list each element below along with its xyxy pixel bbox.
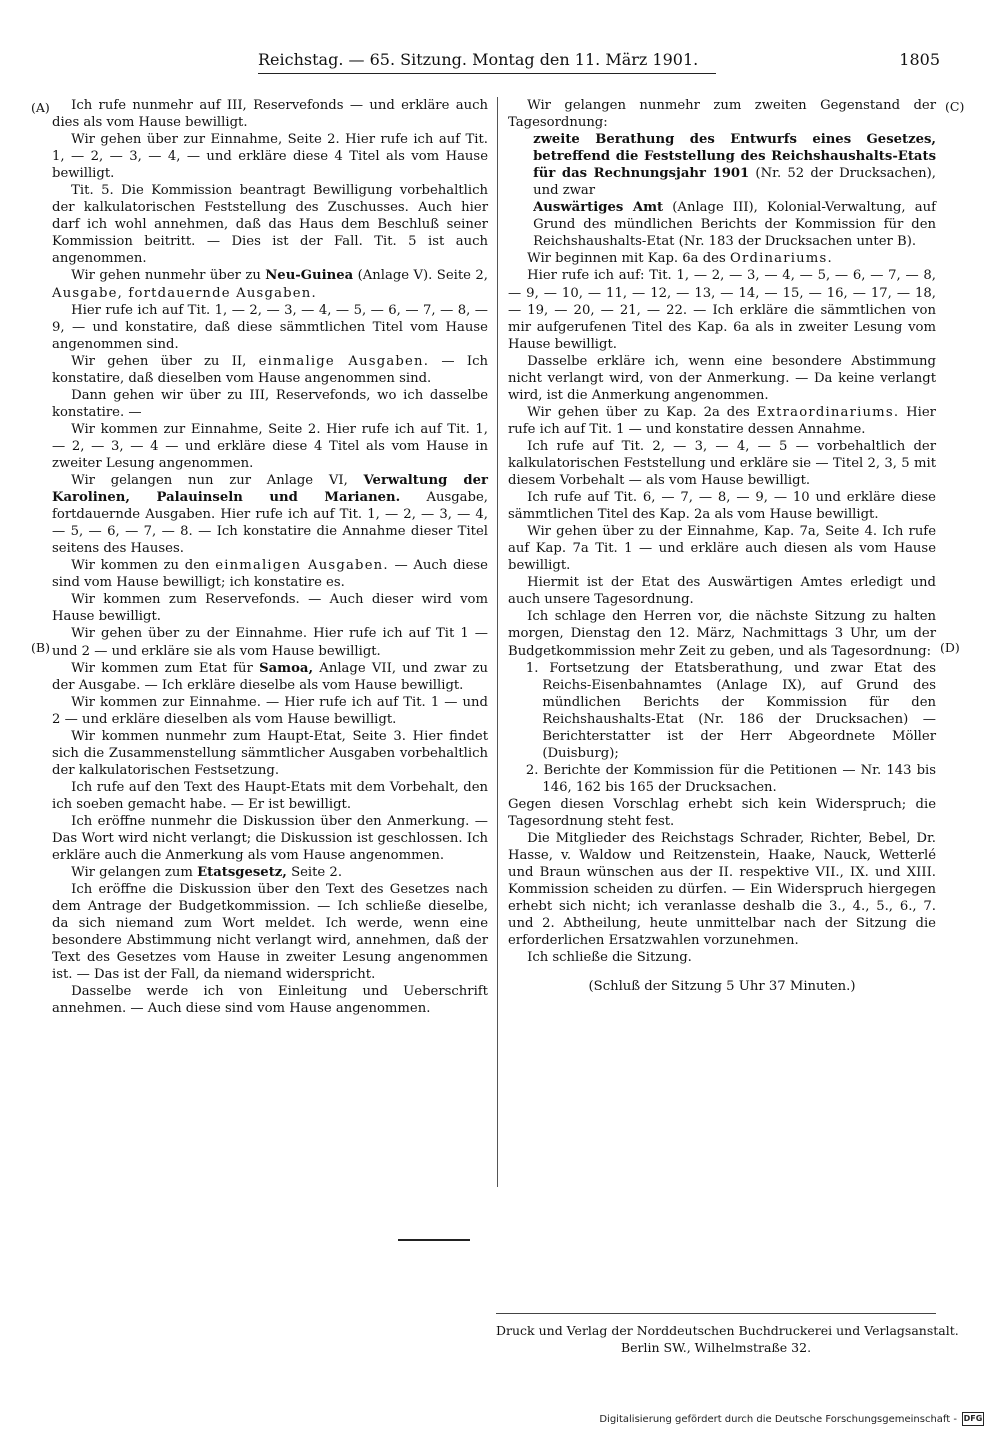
- paragraph: Wir gehen über zur Einnahme, Seite 2. Hier rufe ich auf Tit. 1, — 2, — 3, — 4, — und erkläre diese 4 Titel als vom Hause bewilligt.: [52, 132, 488, 182]
- text: Wir kommen zum Etat für: [71, 660, 253, 676]
- paragraph: Ich rufe auf den Text des Haupt-Etats mit dem Vorbehalt, den ich soeben gemacht habe. — Er ist bewilligt.: [52, 779, 488, 812]
- paragraph: Ich schließe die Sitzung.: [527, 950, 692, 966]
- paragraph: Wir kommen nunmehr zum Haupt-Etat, Seite 3. Hier findet sich die Zusammenstellung sämmtlicher Ausgaben vorbehaltlich der kalkulatorischen Festsetzung.: [52, 728, 488, 778]
- bold-term: Samoa,: [259, 660, 314, 676]
- paragraph: Hier rufe ich auf: Tit. 1, — 2, — 3, — 4, — 5, — 6, — 7, — 8, — 9, — 10, — 11, — 12, — 13, — 14, — 15, — 16, — 17, — 18, — 19, — 20, — 21, — 22. — Ich erkläre die sämmtlichen von mir aufgerufenen Titel des Kap. 6a als in zweiter Lesung vom Hause bewilligt.: [508, 268, 936, 352]
- paragraph: Dasselbe erkläre ich, wenn eine besondere Abstimmung nicht verlangt wird, von der Anmerkung. — Da keine verlangt wird, ist die Anmerkung angenommen.: [508, 353, 936, 403]
- bold-term: Verwaltung der Karolinen, Palauinseln und Marianen.: [52, 473, 488, 506]
- text: (Nr. 52 der Drucksachen), und zwar: [533, 166, 936, 199]
- spaced-term: Ordinariums.: [729, 251, 833, 267]
- margin-marker-a: (A): [31, 100, 50, 115]
- paragraph: Gegen diesen Vorschlag erhebt sich kein Widerspruch; die Tagesordnung steht fest.: [508, 796, 936, 829]
- paragraph: Ich rufe auf Tit. 6, — 7, — 8, — 9, — 10 und erkläre diese sämmtlichen Titel des Kap. 2a als vom Hause bewilligt.: [508, 490, 936, 523]
- imprint-rule: [496, 1313, 936, 1314]
- paragraph: [52, 472, 488, 557]
- text: Anlage VII, und zwar zu der Ausgabe. — Ich erkläre dieselbe als vom Hause bewilligt.: [52, 660, 488, 693]
- paragraph: Ich eröffne die Diskussion über den Text des Gesetzes nach dem Antrage der Budgetkommission. — Ich schließe dieselbe, da sich niemand zum Wort meldet. Ich werde, wenn eine besondere Abstimmung nicht verlangt wird, annehmen, daß der Text des Gesetzes vom Hause in zweiter Lesung angenommen ist. — Das ist der Fall, da niemand widerspricht.: [52, 882, 488, 983]
- printer-imprint: [496, 1322, 959, 1356]
- agenda-item: 2. Berichte der Kommission für die Petitionen — Nr. 143 bis 146, 162 bis 165 der Drucksachen.: [525, 762, 936, 795]
- paragraph: [52, 557, 488, 591]
- paragraph: Ich eröffne nunmehr die Diskussion über den Anmerkung. — Das Wort wird nicht verlangt; die Diskussion ist geschlossen. Ich erkläre auch die Anmerkung als vom Hause angenommen.: [52, 813, 488, 864]
- bold-term: Auswärtiges Amt: [533, 200, 664, 216]
- paragraph: Die Mitglieder des Reichstags Schrader, Richter, Bebel, Dr. Hasse, v. Waldow und Reitzenstein, Haake, Nauck, Wetterlé und Braun wünschen aus der II. respektive VII., IX. und XIII. Kommission scheiden zu dürfen. — Ein Widerspruch hiergegen erhebt sich nicht; ich veranlasse deshalb die 3., 4., 5., 6., 7. und 2. Abtheilung, heute unmittelbar nach der Sitzung die erforderlichen Ersatzwahlen vorzunehmen.: [508, 831, 936, 949]
- bold-term: zweite Berathung des Entwurfs eines Gesetzes, betreffend die Feststellung des Reichshaushalts-Etats für das Rechnungsjahr 1901: [533, 132, 936, 182]
- paragraph: Wir gelangen nunmehr zum zweiten Gegenstand der Tagesordnung:: [508, 98, 936, 131]
- paragraph: Wir gehen über zu der Einnahme. Hier rufe ich auf Tit 1 — und 2 — und erkläre sie als vom Hause bewilligt.: [52, 626, 488, 659]
- paragraph: [52, 267, 488, 301]
- paragraph: Wir gehen über zu der Einnahme, Kap. 7a, Seite 4. Ich rufe auf Kap. 7a Tit. 1 — und erkläre auch diesen als vom Hause bewilligt.: [508, 524, 936, 574]
- text: Wir gehen über zu Kap. 2a des: [527, 404, 750, 420]
- agenda-heading: [508, 131, 936, 199]
- paragraph: Ich rufe nunmehr auf III, Reservefonds — und erkläre auch dies als vom Hause bewilligt.: [52, 98, 488, 131]
- paragraph: Dann gehen wir über zu III, Reservefonds, wo ich dasselbe konstatire. —: [52, 387, 488, 420]
- column-divider: [497, 97, 498, 1187]
- text: — Auch diese sind vom Hause bewilligt; ich konstatire es.: [52, 558, 488, 591]
- imprint-line: Druck und Verlag der Norddeutschen Buchdruckerei und Verlagsanstalt.: [496, 1323, 959, 1338]
- agenda-item: 1. Fortsetzung der Etatsberathung, und zwar Etat des Reichs-Eisenbahnamtes (Anlage IX), auf Grund des mündlichen Berichts der Kommission für den Reichshaushalts-Etat (Nr. 186 der Drucksachen) — Berichterstatter ist der Herr Abgeordnete Möller (Duisburg);: [525, 660, 936, 761]
- spaced-term: Extraordinariums.: [756, 404, 900, 420]
- text: Wir gehen nunmehr über zu: [71, 268, 261, 284]
- agenda-subheading: [508, 199, 936, 250]
- end-rule: [398, 1239, 470, 1241]
- text: Seite 2.: [291, 865, 343, 881]
- paragraph: Ich rufe auf Tit. 2, — 3, — 4, — 5 — vorbehaltlich der kalkulatorischen Feststellung und erkläre sie — Titel 2, 3, 5 mit diesem Vorbehalt — als vom Hause bewilligt.: [508, 438, 936, 489]
- margin-marker-c: (C): [945, 99, 965, 114]
- text: Hier rufe ich auf Tit. 1 — und konstatire dessen Annahme.: [508, 404, 936, 437]
- header-rule: [258, 73, 716, 74]
- bold-term: Neu-Guinea: [265, 268, 354, 284]
- margin-marker-b: (B): [31, 640, 50, 655]
- page-header: [258, 50, 940, 72]
- text: Wir beginnen mit Kap. 6a des: [527, 251, 726, 267]
- funding-note: [599, 1412, 984, 1426]
- paragraph: Hier rufe ich auf Tit. 1, — 2, — 3, — 4, — 5, — 6, — 7, — 8, — 9, — und konstatire, daß diese sämmtlichen Titel vom Hause angenommen sind.: [52, 302, 488, 352]
- paragraph: Tit. 5. Die Kommission beantragt Bewilligung vorbehaltlich der kalkulatorischen Feststellung des Zuschusses. Auch hier darf ich wohl annehmen, daß das Haus dem Beschluß seiner Kommission beitritt. — Dies ist der Fall. Tit. 5 ist auch angenommen.: [52, 183, 488, 267]
- left-column: [52, 97, 488, 1018]
- dfg-logo-icon: DFG: [962, 1412, 984, 1426]
- paragraph: Wir kommen zum Reservefonds. — Auch dieser wird vom Hause bewilligt.: [52, 592, 488, 625]
- text: Ausgabe, fortdauernde Ausgaben.: [52, 490, 488, 523]
- text: (Anlage III), Kolonial-Verwaltung, auf Grund des mündlichen Berichts der Kommission für den Reichshaushalts-Etat (Nr. 183 der Drucksachen unter B).: [533, 200, 936, 250]
- paragraph: Ich schlage den Herren vor, die nächste Sitzung zu halten morgen, Dienstag den 12. März, Nachmittags 3 Uhr, um der Budgetkommission mehr Zeit zu geben, und als Tagesordnung:: [508, 609, 936, 659]
- session-closing: (Schluß der Sitzung 5 Uhr 37 Minuten.): [588, 979, 856, 995]
- margin-marker-d: (D): [940, 640, 960, 655]
- paragraph: [52, 660, 488, 694]
- right-column: [508, 97, 936, 995]
- text: Hier rufe ich auf Tit. 1, — 2, — 3, — 4, — 5, — 6, — 7, — 8. — Ich konstatire die Annahme dieser Titel seitens des Hauses.: [52, 507, 488, 557]
- running-title: Reichstag. — 65. Sitzung. Montag den 11. März 1901.: [258, 50, 699, 69]
- text: (Anlage V). Seite 2,: [357, 268, 488, 284]
- paragraph: Dasselbe werde ich von Einleitung und Ueberschrift annehmen. — Auch diese sind vom Hause angenommen.: [52, 984, 488, 1017]
- paragraph: Wir kommen zur Einnahme, Seite 2. Hier rufe ich auf Tit. 1, — 2, — 3, — 4 — und erkläre diese 4 Titel als vom Hause in zweiter Lesung angenommen.: [52, 421, 488, 471]
- paragraph: Hiermit ist der Etat des Auswärtigen Amtes erledigt und auch unsere Tagesordnung.: [508, 575, 936, 608]
- bold-term: Etatsgesetz,: [197, 865, 287, 881]
- paragraph: [508, 250, 936, 267]
- spaced-term: Ausgabe, fortdauernde Ausgaben.: [52, 285, 317, 301]
- imprint-line: Berlin SW., Wilhelmstraße 32.: [620, 1340, 812, 1355]
- funding-note-text: Digitalisierung gefördert durch die Deutsche Forschungsgemeinschaft -: [599, 1413, 957, 1425]
- paragraph: Wir kommen zur Einnahme. — Hier rufe ich auf Tit. 1 — und 2 — und erkläre dieselben als vom Hause bewilligt.: [52, 694, 488, 727]
- page-number: 1805: [899, 50, 940, 69]
- spaced-term: einmaligen Ausgaben.: [215, 558, 389, 574]
- paragraph: [52, 353, 488, 387]
- spaced-term: einmalige Ausgaben.: [258, 353, 430, 369]
- text: Wir gelangen zum: [71, 865, 193, 881]
- paragraph: [52, 864, 488, 881]
- paragraph: [508, 404, 936, 438]
- text: — Ich konstatire, daß dieselben vom Hause angenommen sind.: [52, 353, 489, 386]
- text: Wir gelangen nun zur Anlage VI,: [71, 473, 348, 489]
- text: Wir gehen über zu II,: [71, 353, 247, 369]
- text: Wir kommen zu den: [71, 558, 210, 574]
